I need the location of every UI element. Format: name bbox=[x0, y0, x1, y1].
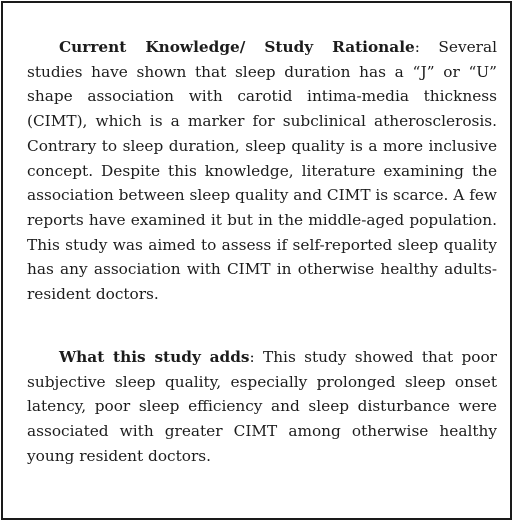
study-rationale-colon: : bbox=[414, 38, 420, 56]
study-adds-paragraph bbox=[27, 345, 497, 469]
study-rationale-heading: Current Knowledge/ Study Rationale bbox=[59, 38, 415, 56]
study-adds-colon: : bbox=[249, 348, 255, 366]
study-adds-text: This study showed that poor subjective sleep quality, especially prolonged sleep onset latency, poor sleep efficiency and sleep disturbance were associated with greater CIMT among otherwise healthy young resident doctors. bbox=[27, 348, 497, 465]
study-rationale-text: Several studies have shown that sleep duration has a “J” or “U” shape association with carotid intima-media thickness (CIMT), which is a marker for subclinical atherosclerosis. Contrary to sleep duration, sleep quality is a more inclusive concept. Despite this knowledge, literature examining the association between sleep quality and CIMT is scarce. A few reports have examined it but in the middle-aged population. This study was aimed to assess if self-reported sleep quality has any association with CIMT in otherwise healthy adults- resident doctors. bbox=[27, 38, 497, 304]
study-adds-heading: What this study adds bbox=[59, 348, 250, 366]
study-rationale-paragraph bbox=[27, 35, 497, 307]
summary-box bbox=[1, 1, 512, 520]
